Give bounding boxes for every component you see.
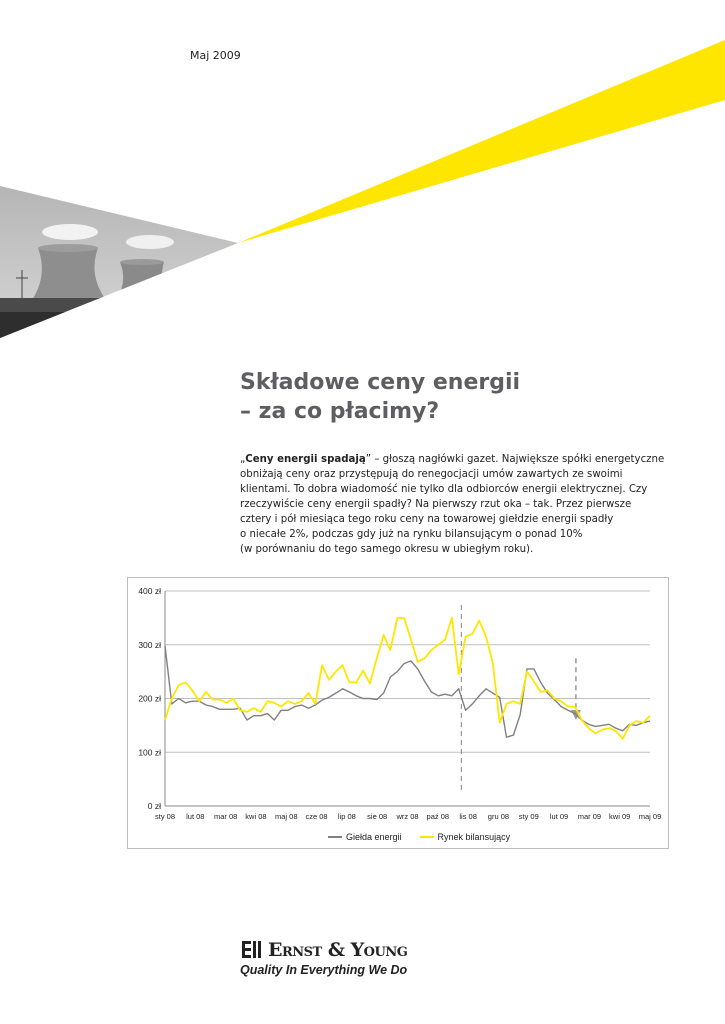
yellow-beam	[238, 40, 725, 243]
legend-label: Giełda energii	[346, 832, 402, 842]
ey-logo-name: Ernst & Young	[268, 939, 408, 961]
x-tick-label: wrz 08	[396, 812, 419, 821]
x-tick-label: lip 08	[337, 812, 356, 821]
hero-graphic	[0, 0, 725, 345]
x-tick-label: maj 09	[638, 812, 662, 821]
legend-item-rynek	[420, 832, 511, 842]
legend-swatch-yellow	[420, 836, 434, 838]
legend-label: Rynek bilansujący	[437, 832, 511, 842]
article-title	[240, 368, 520, 426]
body-line: rzeczywiście ceny energii spadły? Na pierwszy rzut oka – tak. Przez pierwsze	[240, 499, 632, 510]
x-tick-label: paź 08	[426, 812, 450, 821]
lead-open-quote: „	[240, 454, 246, 465]
lead-line	[240, 452, 700, 467]
x-tick-label: maj 08	[274, 812, 298, 821]
body-line: (w porównaniu do tego samego okresu w ubiegłym roku).	[240, 544, 534, 555]
date-label: Maj 2009	[190, 49, 241, 62]
x-tick-label: kwi 08	[245, 812, 267, 821]
ey-logo	[240, 938, 407, 977]
article-body	[240, 452, 700, 557]
x-tick-label: sty 08	[154, 812, 176, 821]
x-tick-label: lut 09	[549, 812, 569, 821]
body-line: o niecałe 2%, podczas gdy już na rynku bilansującym o ponad 10%	[240, 529, 583, 540]
x-tick-label: mar 08	[213, 812, 238, 821]
ey-mark-icon	[240, 938, 264, 962]
cooling-towers-photo	[0, 180, 240, 345]
y-tick-label: 100 zł	[138, 747, 161, 758]
title-line-2: – za co płacimy?	[240, 399, 440, 424]
y-tick-label: 200 zł	[138, 693, 161, 704]
lead-rest-text: ” – głoszą nagłówki gazet. Największe spółki energetyczne	[365, 454, 665, 465]
ey-tagline: Quality In Everything We Do	[240, 963, 408, 977]
y-tick-label: 400 zł	[138, 586, 161, 596]
chart-legend	[328, 832, 510, 842]
body-line: klientami. To dobra wiadomość nie tylko dla odbiorców energii elektrycznej. Czy	[240, 484, 648, 495]
series-line-gielda	[165, 646, 650, 737]
x-tick-label: mar 09	[577, 812, 602, 821]
x-tick-label: cze 08	[305, 812, 328, 821]
title-line-1: Składowe ceny energii	[240, 370, 521, 395]
chart-plot	[128, 578, 668, 848]
y-tick-label: 0 zł	[147, 801, 161, 811]
x-tick-label: sty 09	[518, 812, 539, 821]
x-tick-label: lut 08	[186, 812, 205, 821]
x-tick-label: lis 08	[459, 812, 477, 821]
x-tick-label: sie 08	[367, 812, 388, 821]
legend-swatch-gray	[328, 836, 342, 838]
body-line: cztery i pół miesiąca tego roku ceny na towarowej giełdzie energii spadły	[240, 514, 614, 525]
lead-bold-text: Ceny energii spadają	[245, 454, 366, 465]
legend-item-gielda	[328, 832, 402, 842]
y-tick-label: 300 zł	[138, 639, 161, 650]
series-line-rynek	[165, 618, 650, 739]
body-line: obniżają ceny oraz przystępują do renegocjacji umów zawartych ze swoimi	[240, 469, 623, 480]
x-tick-label: kwi 09	[609, 812, 631, 821]
price-chart	[127, 577, 669, 849]
x-tick-label: gru 08	[487, 812, 510, 821]
